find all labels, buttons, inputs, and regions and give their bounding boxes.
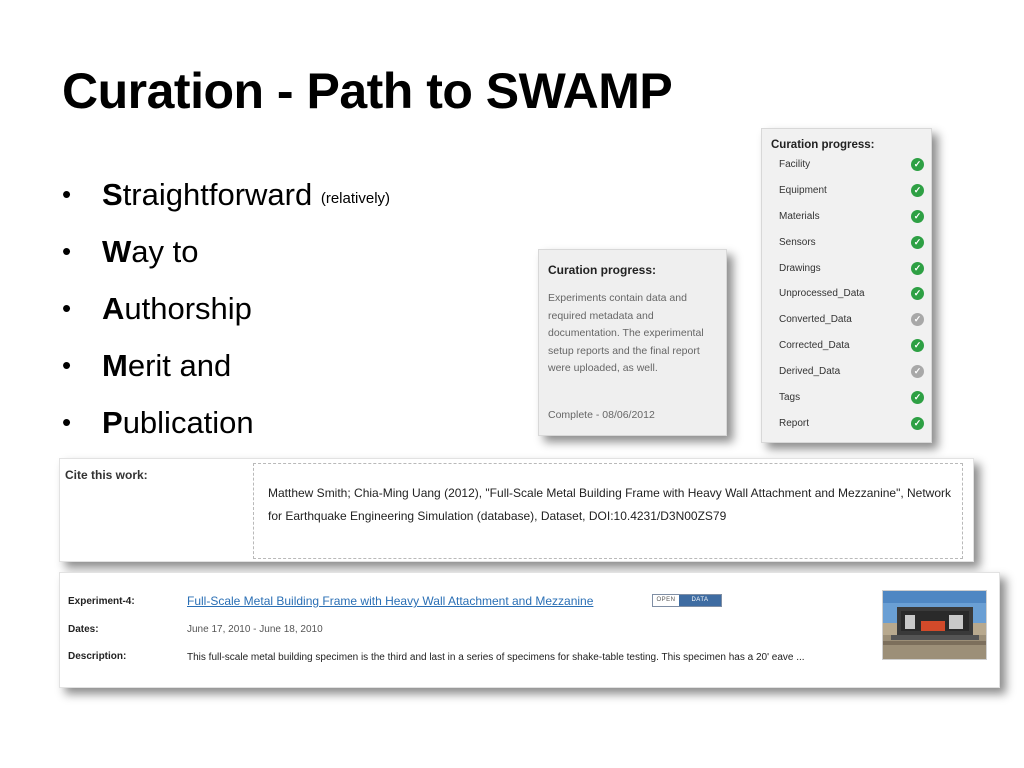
check-icon: ✓ [911,417,924,430]
checklist-item [779,307,922,333]
check-icon: ✓ [911,313,924,326]
bullet-note: (relatively) [320,190,391,207]
bullet-initial: P [102,405,123,440]
checklist-item [779,385,922,411]
citation-panel [59,458,974,562]
checklist-item [779,281,922,307]
citation-text: Matthew Smith; Chia-Ming Uang (2012), "Full-Scale Metal Building Frame with Heavy Wall Attachment and Mezzanine", Network for Earthquake Engineering Simulation (database), Dataset, DOI:10.4231/D3N00ZS79 [268,486,952,523]
bullet-item [62,223,390,280]
check-icon: ✓ [911,236,924,249]
bullet-dot-icon: • [62,407,72,437]
checklist-item-label: Facility [779,159,811,170]
checklist-item-label: Materials [779,210,820,222]
bullet-item [62,280,390,337]
experiment-thumbnail[interactable] [882,590,987,660]
bullet-item [62,337,390,394]
badge-data-label: DATA [679,595,721,606]
curation-checklist-header: Curation progress: [771,139,875,151]
experiment-dates: June 17, 2010 - June 18, 2010 [187,624,323,635]
bullet-initial: A [102,291,125,326]
experiment-description: This full-scale metal building specimen is the third and last in a series of specimens for shake-table testing. This specimen has a 20' eave ... [187,652,805,663]
bullet-initial: M [102,348,128,383]
bullet-text: ublication [122,405,254,440]
bullet-dot-icon: • [62,179,72,209]
experiment-title-link[interactable]: Full-Scale Metal Building Frame with Heavy Wall Attachment and Mezzanine [187,594,594,608]
checklist-item [779,411,922,437]
curation-summary-text: Experiments contain data and required metadata and documentation. The experimental setup reports and the final report were uploaded, as well. [548,292,704,374]
checklist-item-label: Drawings [779,262,821,274]
checklist-item-label: Equipment [779,184,827,196]
acronym-bullet-list [62,166,390,451]
open-data-badge[interactable] [652,594,722,607]
checklist-item [779,333,922,359]
check-icon: ✓ [911,287,924,300]
checklist-item [779,256,922,282]
bullet-text: erit and [127,348,232,383]
curation-summary-card [538,249,727,436]
citation-label: Cite this work: [65,468,148,482]
bullet-text: traightforward [122,177,313,212]
curation-complete-date: Complete - 08/06/2012 [548,409,655,421]
checklist-item-label: Corrected_Data [779,340,850,352]
experiment-panel [59,572,1000,688]
checklist-item-label: Sensors [779,236,816,248]
slide-title: Curation - Path to SWAMP [62,63,673,119]
checklist-item [779,152,922,178]
checklist-item-label: Derived_Data [779,366,841,378]
check-icon: ✓ [911,262,924,275]
curation-summary-header: Curation progress: [548,263,657,277]
bullet-initial: S [102,177,123,212]
curation-checklist-card [761,128,932,443]
bullet-initial: W [102,234,132,269]
bullet-item [62,166,390,223]
bullet-text: uthorship [124,291,252,326]
checklist-item-label: Report [779,417,810,429]
badge-open-label: OPEN [653,595,679,606]
bullet-dot-icon: • [62,236,72,266]
checklist-item-label: Tags [779,392,801,404]
checklist-item [779,178,922,204]
checklist-item [779,230,922,256]
check-icon: ✓ [911,184,924,197]
bullet-text: ay to [131,234,199,269]
check-icon: ✓ [911,391,924,404]
experiment-id-label: Experiment-4: [68,596,135,607]
checklist-item-label: Converted_Data [779,314,852,326]
dates-label: Dates: [68,624,99,635]
bullet-dot-icon: • [62,293,72,323]
bullet-item [62,394,390,451]
check-icon: ✓ [911,158,924,171]
citation-box [253,463,963,559]
checklist-item [779,359,922,385]
checklist-item-label: Unprocessed_Data [779,288,865,300]
curation-checklist [779,152,922,437]
checklist-item [779,204,922,230]
description-label: Description: [68,651,127,662]
bullet-dot-icon: • [62,350,72,380]
check-icon: ✓ [911,210,924,223]
check-icon: ✓ [911,339,924,352]
check-icon: ✓ [911,365,924,378]
specimen-photo-icon [883,591,986,659]
